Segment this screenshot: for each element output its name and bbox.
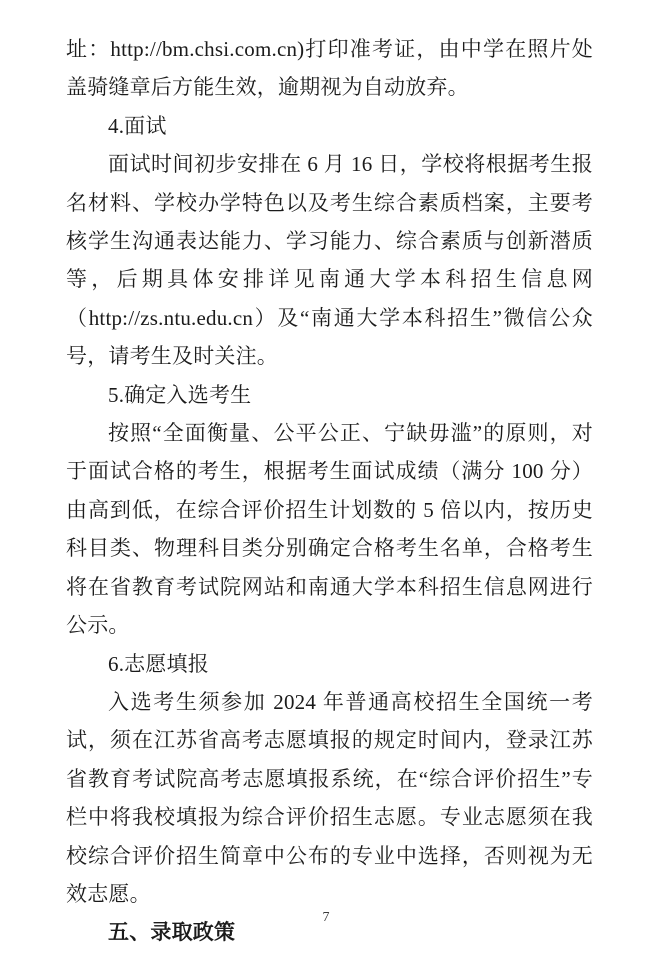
heading-shortlist: 5.确定入选考生: [108, 382, 252, 407]
paragraph-application: 入选考生须参加 2024 年普通高校招生全国统一考试，须在江苏省高考志愿填报的规定时间内，登录江苏省教育考试院高考志愿填报系统，在“综合评价招生”专栏中将我校填报为综合评价招生志愿。专业志愿须在我校综合评价招生简章中公布的专业中选择，否则视为无效志愿。: [66, 689, 593, 906]
heading-application: 6.志愿填报: [108, 651, 209, 676]
paragraph-shortlist: 按照“全面衡量、公平公正、宁缺毋滥”的原则，对于面试合格的考生，根据考生面试成绩（满分 100 分）由高到低，在综合评价招生计划数的 5 倍以内，按历史科目类、物理科目类分别确定合格考生名单，合格考生将在省教育考试院网站和南通大学本科招生信息网进行公示。: [66, 421, 593, 638]
heading-interview: 4.面试: [108, 113, 167, 138]
heading-admission-policy: 五、录取政策: [108, 920, 236, 945]
paragraph-interview: 面试时间初步安排在 6 月 16 日，学校将根据考生报名材料、学校办学特色以及考生综合素质档案，主要考核学生沟通表达能力、学习能力、综合素质与创新潜质等，后期具体安排详见南通大学本科招生信息网（http://zs.ntu.edu.cn）及“南通大学本科招生”微信公众号，请考生及时关注。: [66, 152, 593, 369]
paragraph-continuation: 址：http://bm.chsi.com.cn)打印准考证，由中学在照片处盖骑缝章后方能生效，逾期视为自动放弃。: [66, 37, 593, 100]
document-body: [66, 30, 593, 952]
page-number: 7: [322, 910, 330, 925]
